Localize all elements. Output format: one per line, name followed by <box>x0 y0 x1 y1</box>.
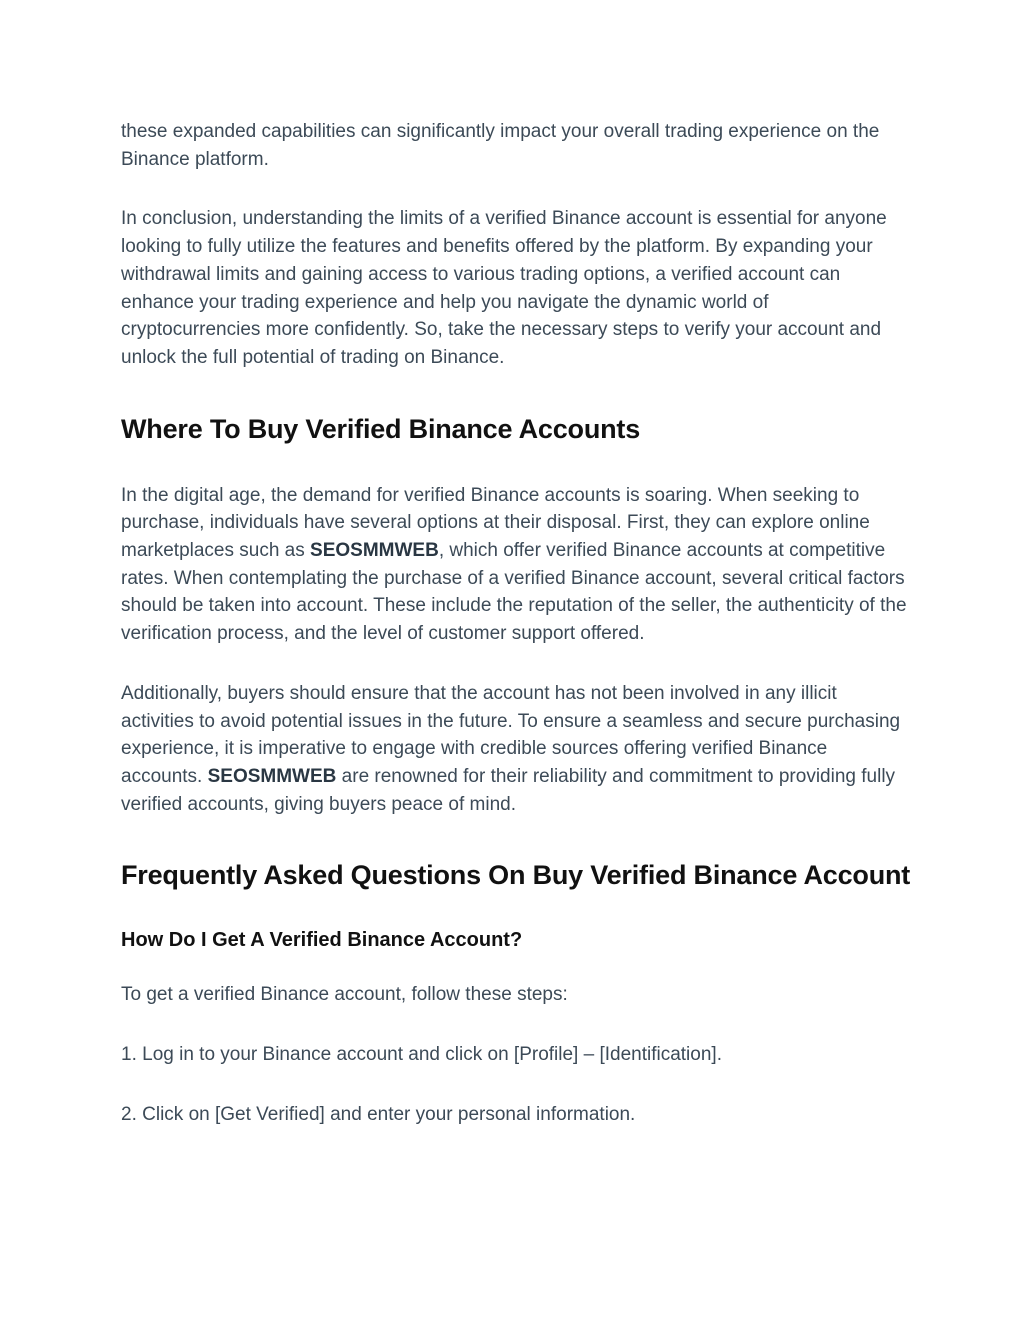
faq-step-2: 2. Click on [Get Verified] and enter your personal information. <box>121 1103 636 1125</box>
paragraph-faq-q1-intro: To get a verified Binance account, follow these steps: <box>121 984 568 1006</box>
heading-faq-q1: How Do I Get A Verified Binance Account? <box>121 929 523 952</box>
faq-step-1: 1. Log in to your Binance account and click on [Profile] – [Identification]. <box>121 1044 722 1066</box>
heading-faq: Frequently Asked Questions On Buy Verified Binance Account <box>121 860 911 891</box>
text-run: In the digital age, the demand for verified Binance accounts is soaring. When seeking to purchase, individuals have several options at their disposal. First, they can explore online marketplaces such as <box>121 484 870 562</box>
paragraph-where-to-buy-1 <box>121 482 911 648</box>
brand-name: SEOSMMWEB <box>310 540 439 562</box>
brand-name: SEOSMMWEB <box>207 765 337 787</box>
text-run: Additionally, buyers should ensure that the account has not been involved in any illicit activities to avoid potential issues in the future. To ensure a seamless and secure purchasing experience, it is imperative to engage with credible sources offering verified Binance accounts. <box>121 682 901 787</box>
heading-where-to-buy: Where To Buy Verified Binance Accounts <box>121 413 641 444</box>
text-run: , which offer verified Binance accounts at competitive rates. When contemplating the purchase of a verified Binance account, several critical factors should be taken into account. These include the reputation of the seller, the authenticity of the verification process, and the level of customer support offered. <box>121 540 907 645</box>
document-content <box>121 118 911 1128</box>
paragraph-intro-tail: these expanded capabilities can significantly impact your overall trading experience on the Binance platform. <box>121 121 880 170</box>
text-run: are renowned for their reliability and commitment to providing fully verified accounts, giving buyers peace of mind. <box>121 765 896 815</box>
paragraph-where-to-buy-2 <box>121 680 911 819</box>
paragraph-conclusion: In conclusion, understanding the limits of a verified Binance account is essential for anyone looking to fully utilize the features and benefits offered by the platform. By expanding your withdrawal limits and gaining access to various trading options, a verified account can enhance your trading experience and help you navigate the dynamic world of cryptocurrencies more confidently. So, take the necessary steps to verify your account and unlock the full potential of trading on Binance. <box>121 208 887 368</box>
